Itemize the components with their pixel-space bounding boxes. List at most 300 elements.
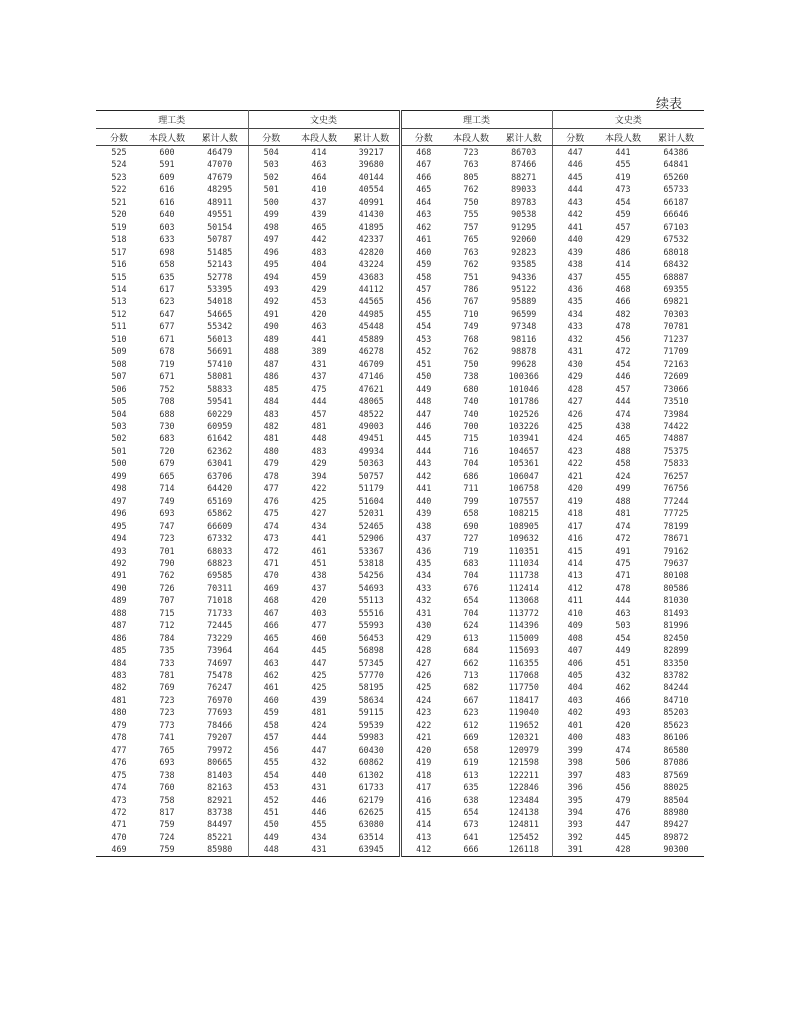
table-cell-cumulative-count: 63706 xyxy=(192,470,248,482)
table-cell-segment-count: 422 xyxy=(311,483,327,494)
table-cell-score: 434 xyxy=(416,570,432,581)
group-header-row xyxy=(96,111,704,129)
table-cell-segment-count: 491 xyxy=(615,545,631,556)
table-cell-segment-count: 457 xyxy=(311,408,327,419)
table-cell-cumulative-count: 69355 xyxy=(663,283,689,294)
table-cell-score: 491 xyxy=(111,570,127,581)
table-cell-cumulative-count: 63080 xyxy=(344,818,400,830)
table-cell-cumulative-count: 71733 xyxy=(192,607,248,619)
table-cell-cumulative-count: 51485 xyxy=(192,246,248,258)
table-cell-score: 479 xyxy=(263,458,279,469)
table-cell-segment-count: 458 xyxy=(615,458,631,469)
table-cell-score: 413 xyxy=(567,570,583,581)
table-cell-cumulative-count: 58833 xyxy=(192,383,248,395)
table-cell-score: 478 xyxy=(263,470,279,481)
table-row xyxy=(96,258,704,270)
table-cell-score: 446 xyxy=(567,159,583,170)
table-cell-segment-count: 499 xyxy=(615,483,631,494)
table-cell-segment-count: 474 xyxy=(615,520,631,531)
table-cell-segment-count: 704 xyxy=(463,458,479,469)
table-cell-score: 426 xyxy=(416,670,432,681)
continued-label: 续表 xyxy=(656,97,683,112)
table-cell-cumulative-count: 84497 xyxy=(192,818,248,830)
table-cell-score: 471 xyxy=(111,819,127,830)
table-row xyxy=(96,719,704,731)
table-cell-segment-count: 465 xyxy=(615,433,631,444)
table-cell-score: 428 xyxy=(416,645,432,656)
table-cell-segment-count: 429 xyxy=(615,234,631,245)
table-cell-cumulative-count: 65169 xyxy=(192,495,248,507)
table-cell-cumulative-count: 43683 xyxy=(344,271,400,283)
table-cell-segment-count: 688 xyxy=(159,408,175,419)
table-cell-cumulative-count: 79637 xyxy=(663,557,689,568)
table-cell-score: 455 xyxy=(416,308,432,319)
table-cell-cumulative-count: 74887 xyxy=(663,433,689,444)
table-cell-cumulative-count: 76756 xyxy=(663,483,689,494)
table-cell-score: 445 xyxy=(416,433,432,444)
table-cell-segment-count: 446 xyxy=(311,794,327,805)
table-cell-cumulative-count: 103226 xyxy=(496,420,552,432)
table-cell-cumulative-count: 39217 xyxy=(344,146,400,159)
table-cell-segment-count: 459 xyxy=(615,209,631,220)
table-cell-segment-count: 481 xyxy=(311,707,327,718)
table-cell-score: 465 xyxy=(416,184,432,195)
table-row xyxy=(96,383,704,395)
table-cell-cumulative-count: 105361 xyxy=(496,457,552,469)
table-cell-cumulative-count: 55342 xyxy=(192,320,248,332)
table-cell-cumulative-count: 61302 xyxy=(344,769,400,781)
table-cell-cumulative-count: 68018 xyxy=(663,246,689,257)
table-cell-score: 411 xyxy=(567,595,583,606)
table-cell-score: 518 xyxy=(111,234,127,245)
table-cell-segment-count: 483 xyxy=(615,769,631,780)
table-cell-segment-count: 669 xyxy=(463,732,479,743)
table-cell-score: 500 xyxy=(111,458,127,469)
table-cell-cumulative-count: 77244 xyxy=(663,495,689,506)
table-cell-segment-count: 633 xyxy=(159,234,175,245)
table-cell-cumulative-count: 73066 xyxy=(663,383,689,394)
table-cell-cumulative-count: 60862 xyxy=(344,756,400,768)
table-cell-score: 485 xyxy=(111,645,127,656)
table-cell-segment-count: 420 xyxy=(311,595,327,606)
table-cell-cumulative-count: 42820 xyxy=(344,246,400,258)
table-cell-cumulative-count: 70303 xyxy=(663,308,689,319)
table-cell-cumulative-count: 76257 xyxy=(663,470,689,481)
table-row xyxy=(96,681,704,693)
table-cell-segment-count: 658 xyxy=(463,508,479,519)
table-cell-cumulative-count: 95122 xyxy=(496,283,552,295)
table-cell-cumulative-count: 106758 xyxy=(496,482,552,494)
table-cell-segment-count: 693 xyxy=(159,757,175,768)
table-cell-cumulative-count: 88271 xyxy=(496,171,552,183)
column-header-cumulative-count: 累计人数 xyxy=(648,129,704,146)
table-cell-segment-count: 667 xyxy=(463,694,479,705)
table-cell-segment-count: 665 xyxy=(159,470,175,481)
table-cell-score: 446 xyxy=(416,420,432,431)
table-cell-segment-count: 478 xyxy=(615,321,631,332)
table-cell-segment-count: 441 xyxy=(311,533,327,544)
table-cell-segment-count: 750 xyxy=(463,358,479,369)
table-cell-segment-count: 762 xyxy=(463,184,479,195)
table-cell-score: 484 xyxy=(111,657,127,668)
table-cell-segment-count: 483 xyxy=(615,732,631,743)
table-cell-cumulative-count: 67532 xyxy=(663,234,689,245)
table-cell-score: 461 xyxy=(416,234,432,245)
table-row xyxy=(96,607,704,619)
table-cell-segment-count: 475 xyxy=(311,383,327,394)
table-cell-cumulative-count: 81493 xyxy=(663,607,689,618)
table-cell-segment-count: 444 xyxy=(615,595,631,606)
table-cell-cumulative-count: 92823 xyxy=(496,246,552,258)
table-cell-cumulative-count: 84710 xyxy=(663,694,689,705)
table-cell-score: 473 xyxy=(111,794,127,805)
table-cell-score: 415 xyxy=(416,807,432,818)
table-cell-segment-count: 410 xyxy=(311,184,327,195)
table-cell-cumulative-count: 120979 xyxy=(496,744,552,756)
table-cell-cumulative-count: 74422 xyxy=(663,420,689,431)
table-cell-cumulative-count: 70781 xyxy=(663,321,689,332)
table-cell-score: 422 xyxy=(567,458,583,469)
table-cell-score: 459 xyxy=(416,259,432,270)
table-cell-cumulative-count: 73984 xyxy=(663,408,689,419)
table-row xyxy=(96,619,704,631)
table-row xyxy=(96,420,704,432)
table-row xyxy=(96,520,704,532)
table-cell-score: 516 xyxy=(111,259,127,270)
table-cell-segment-count: 612 xyxy=(463,719,479,730)
table-cell-cumulative-count: 107557 xyxy=(496,495,552,507)
table-cell-cumulative-count: 101046 xyxy=(496,383,552,395)
table-cell-segment-count: 784 xyxy=(159,632,175,643)
table-cell-cumulative-count: 46709 xyxy=(344,358,400,370)
table-cell-score: 435 xyxy=(416,557,432,568)
table-cell-segment-count: 444 xyxy=(311,732,327,743)
table-row xyxy=(96,557,704,569)
table-cell-cumulative-count: 111034 xyxy=(496,557,552,569)
table-cell-segment-count: 768 xyxy=(463,333,479,344)
table-cell-segment-count: 701 xyxy=(159,545,175,556)
table-cell-segment-count: 603 xyxy=(159,221,175,232)
table-cell-segment-count: 752 xyxy=(159,383,175,394)
table-row xyxy=(96,221,704,233)
table-cell-segment-count: 786 xyxy=(463,283,479,294)
table-cell-score: 451 xyxy=(263,807,279,818)
table-cell-segment-count: 434 xyxy=(311,831,327,842)
table-cell-segment-count: 781 xyxy=(159,670,175,681)
table-cell-segment-count: 425 xyxy=(311,682,327,693)
table-cell-score: 442 xyxy=(416,470,432,481)
column-header-score: 分数 xyxy=(96,129,142,146)
table-cell-cumulative-count: 89427 xyxy=(663,819,689,830)
table-cell-cumulative-count: 93585 xyxy=(496,258,552,270)
table-cell-cumulative-count: 47146 xyxy=(344,370,400,382)
table-cell-cumulative-count: 98878 xyxy=(496,345,552,357)
table-cell-cumulative-count: 48295 xyxy=(192,183,248,195)
table-cell-score: 501 xyxy=(111,445,127,456)
table-cell-segment-count: 704 xyxy=(463,570,479,581)
table-cell-cumulative-count: 79972 xyxy=(192,744,248,756)
table-cell-segment-count: 477 xyxy=(311,620,327,631)
table-cell-cumulative-count: 62625 xyxy=(344,806,400,818)
table-cell-cumulative-count: 78671 xyxy=(663,533,689,544)
table-cell-score: 395 xyxy=(567,794,583,805)
table-cell-score: 453 xyxy=(263,782,279,793)
table-cell-segment-count: 438 xyxy=(615,420,631,431)
table-cell-score: 438 xyxy=(416,520,432,531)
table-cell-cumulative-count: 49934 xyxy=(344,445,400,457)
table-row xyxy=(96,744,704,756)
table-cell-segment-count: 647 xyxy=(159,308,175,319)
table-cell-cumulative-count: 40144 xyxy=(344,171,400,183)
table-cell-score: 416 xyxy=(416,794,432,805)
table-cell-segment-count: 431 xyxy=(311,844,327,855)
table-cell-segment-count: 713 xyxy=(463,670,479,681)
table-cell-segment-count: 684 xyxy=(463,645,479,656)
table-cell-segment-count: 425 xyxy=(311,495,327,506)
table-cell-score: 469 xyxy=(111,844,127,855)
table-cell-score: 479 xyxy=(111,719,127,730)
table-cell-segment-count: 476 xyxy=(615,807,631,818)
table-row xyxy=(96,432,704,444)
table-cell-segment-count: 700 xyxy=(463,420,479,431)
table-cell-cumulative-count: 65260 xyxy=(663,171,689,182)
table-cell-score: 473 xyxy=(263,533,279,544)
table-cell-cumulative-count: 44985 xyxy=(344,308,400,320)
table-cell-segment-count: 666 xyxy=(463,844,479,855)
table-cell-segment-count: 425 xyxy=(311,670,327,681)
table-cell-segment-count: 740 xyxy=(463,408,479,419)
table-cell-segment-count: 447 xyxy=(615,819,631,830)
column-header-score: 分数 xyxy=(248,129,294,146)
table-cell-segment-count: 690 xyxy=(463,520,479,531)
table-row xyxy=(96,482,704,494)
table-row xyxy=(96,395,704,407)
table-row xyxy=(96,669,704,681)
table-cell-segment-count: 762 xyxy=(463,259,479,270)
column-header-segment-count: 本段人数 xyxy=(294,129,344,146)
table-cell-score: 482 xyxy=(111,682,127,693)
table-cell-score: 483 xyxy=(111,670,127,681)
table-cell-score: 492 xyxy=(263,296,279,307)
table-cell-cumulative-count: 115009 xyxy=(496,632,552,644)
table-cell-score: 445 xyxy=(567,171,583,182)
table-cell-segment-count: 434 xyxy=(311,520,327,531)
table-cell-cumulative-count: 48911 xyxy=(192,196,248,208)
table-cell-segment-count: 715 xyxy=(463,433,479,444)
table-cell-cumulative-count: 50787 xyxy=(192,233,248,245)
table-cell-score: 480 xyxy=(111,707,127,718)
table-cell-segment-count: 474 xyxy=(615,408,631,419)
table-cell-score: 441 xyxy=(567,221,583,232)
table-cell-segment-count: 704 xyxy=(463,607,479,618)
table-cell-score: 488 xyxy=(263,346,279,357)
table-cell-score: 498 xyxy=(111,483,127,494)
table-cell-cumulative-count: 83782 xyxy=(663,670,689,681)
table-cell-cumulative-count: 103941 xyxy=(496,432,552,444)
table-cell-cumulative-count: 63041 xyxy=(192,457,248,469)
table-cell-score: 460 xyxy=(416,246,432,257)
table-cell-cumulative-count: 46479 xyxy=(192,146,248,159)
table-cell-segment-count: 719 xyxy=(159,358,175,369)
table-cell-cumulative-count: 48522 xyxy=(344,408,400,420)
table-cell-cumulative-count: 76247 xyxy=(192,681,248,693)
table-cell-cumulative-count: 68033 xyxy=(192,545,248,557)
table-cell-score: 439 xyxy=(567,246,583,257)
table-cell-cumulative-count: 81403 xyxy=(192,769,248,781)
table-cell-segment-count: 624 xyxy=(463,620,479,631)
table-cell-cumulative-count: 76970 xyxy=(192,694,248,706)
table-cell-segment-count: 671 xyxy=(159,371,175,382)
table-cell-score: 511 xyxy=(111,321,127,332)
table-cell-segment-count: 747 xyxy=(159,520,175,531)
table-cell-segment-count: 719 xyxy=(463,545,479,556)
table-cell-segment-count: 432 xyxy=(615,670,631,681)
table-cell-segment-count: 817 xyxy=(159,807,175,818)
table-cell-score: 408 xyxy=(567,632,583,643)
table-cell-segment-count: 437 xyxy=(311,582,327,593)
table-cell-cumulative-count: 89783 xyxy=(496,196,552,208)
table-cell-segment-count: 613 xyxy=(463,632,479,643)
table-cell-score: 491 xyxy=(263,308,279,319)
table-cell-segment-count: 654 xyxy=(463,807,479,818)
table-cell-segment-count: 623 xyxy=(159,296,175,307)
table-cell-score: 459 xyxy=(263,707,279,718)
table-cell-segment-count: 591 xyxy=(159,159,175,170)
table-row xyxy=(96,408,704,420)
table-cell-cumulative-count: 70311 xyxy=(192,582,248,594)
table-cell-segment-count: 635 xyxy=(463,782,479,793)
table-cell-segment-count: 479 xyxy=(615,794,631,805)
table-cell-score: 508 xyxy=(111,358,127,369)
table-cell-score: 497 xyxy=(263,234,279,245)
table-cell-segment-count: 623 xyxy=(463,707,479,718)
group-header-liberal-arts-2: 文史类 xyxy=(614,116,642,126)
table-cell-score: 391 xyxy=(567,844,583,855)
table-cell-cumulative-count: 50757 xyxy=(344,470,400,482)
table-cell-score: 520 xyxy=(111,209,127,220)
table-cell-cumulative-count: 88980 xyxy=(663,807,689,818)
table-row xyxy=(96,794,704,806)
table-cell-segment-count: 715 xyxy=(159,607,175,618)
table-cell-cumulative-count: 122846 xyxy=(496,781,552,793)
table-cell-score: 448 xyxy=(416,396,432,407)
table-cell-segment-count: 464 xyxy=(311,171,327,182)
table-cell-cumulative-count: 73510 xyxy=(663,396,689,407)
table-row xyxy=(96,308,704,320)
table-cell-score: 474 xyxy=(111,782,127,793)
table-cell-cumulative-count: 40991 xyxy=(344,196,400,208)
table-cell-segment-count: 455 xyxy=(615,159,631,170)
table-cell-cumulative-count: 86580 xyxy=(663,744,689,755)
table-cell-segment-count: 723 xyxy=(159,694,175,705)
table-row xyxy=(96,532,704,544)
table-cell-segment-count: 444 xyxy=(615,396,631,407)
table-cell-score: 494 xyxy=(263,271,279,282)
table-cell-score: 450 xyxy=(263,819,279,830)
table-cell-score: 468 xyxy=(416,147,432,157)
table-cell-cumulative-count: 53395 xyxy=(192,283,248,295)
table-row xyxy=(96,196,704,208)
table-cell-segment-count: 454 xyxy=(615,632,631,643)
table-cell-segment-count: 445 xyxy=(311,645,327,656)
table-cell-segment-count: 457 xyxy=(615,383,631,394)
table-cell-score: 435 xyxy=(567,296,583,307)
table-row xyxy=(96,283,704,295)
table-cell-cumulative-count: 68432 xyxy=(663,259,689,270)
table-cell-cumulative-count: 54665 xyxy=(192,308,248,320)
table-cell-score: 429 xyxy=(567,371,583,382)
table-cell-score: 441 xyxy=(416,483,432,494)
table-cell-score: 495 xyxy=(263,259,279,270)
table-cell-score: 507 xyxy=(111,371,127,382)
table-cell-cumulative-count: 87086 xyxy=(663,757,689,768)
table-cell-segment-count: 414 xyxy=(311,147,327,157)
table-row xyxy=(96,345,704,357)
table-cell-cumulative-count: 67103 xyxy=(663,221,689,232)
table-cell-cumulative-count: 87466 xyxy=(496,158,552,170)
table-cell-segment-count: 463 xyxy=(311,321,327,332)
table-cell-cumulative-count: 45448 xyxy=(344,320,400,332)
table-cell-segment-count: 446 xyxy=(615,371,631,382)
table-cell-score: 464 xyxy=(263,645,279,656)
table-cell-score: 414 xyxy=(567,557,583,568)
table-cell-cumulative-count: 81996 xyxy=(663,620,689,631)
table-cell-cumulative-count: 109632 xyxy=(496,532,552,544)
table-cell-segment-count: 488 xyxy=(615,445,631,456)
table-cell-segment-count: 432 xyxy=(311,757,327,768)
table-cell-score: 406 xyxy=(567,657,583,668)
table-cell-cumulative-count: 82163 xyxy=(192,781,248,793)
table-cell-cumulative-count: 116355 xyxy=(496,657,552,669)
table-row xyxy=(96,171,704,183)
table-cell-cumulative-count: 83738 xyxy=(192,806,248,818)
table-cell-segment-count: 442 xyxy=(311,234,327,245)
table-cell-segment-count: 403 xyxy=(311,607,327,618)
table-cell-segment-count: 733 xyxy=(159,657,175,668)
table-cell-cumulative-count: 57770 xyxy=(344,669,400,681)
table-row xyxy=(96,158,704,170)
table-cell-score: 488 xyxy=(111,607,127,618)
table-cell-score: 458 xyxy=(416,271,432,282)
table-cell-score: 399 xyxy=(567,744,583,755)
table-cell-score: 505 xyxy=(111,396,127,407)
table-cell-segment-count: 447 xyxy=(311,657,327,668)
table-cell-segment-count: 686 xyxy=(463,470,479,481)
table-cell-cumulative-count: 52143 xyxy=(192,258,248,270)
table-cell-score: 482 xyxy=(263,420,279,431)
table-cell-segment-count: 446 xyxy=(311,807,327,818)
table-cell-segment-count: 682 xyxy=(463,682,479,693)
table-cell-cumulative-count: 44112 xyxy=(344,283,400,295)
table-cell-segment-count: 465 xyxy=(311,221,327,232)
table-cell-cumulative-count: 100366 xyxy=(496,370,552,382)
table-cell-segment-count: 456 xyxy=(615,782,631,793)
column-header-segment-count: 本段人数 xyxy=(598,129,648,146)
table-row xyxy=(96,694,704,706)
table-cell-segment-count: 463 xyxy=(615,607,631,618)
table-cell-score: 427 xyxy=(567,396,583,407)
table-cell-segment-count: 676 xyxy=(463,582,479,593)
table-cell-score: 440 xyxy=(567,234,583,245)
table-cell-cumulative-count: 64420 xyxy=(192,482,248,494)
table-cell-cumulative-count: 110351 xyxy=(496,545,552,557)
table-cell-cumulative-count: 111738 xyxy=(496,569,552,581)
table-cell-segment-count: 613 xyxy=(463,769,479,780)
table-cell-segment-count: 749 xyxy=(159,495,175,506)
table-cell-score: 405 xyxy=(567,670,583,681)
table-cell-segment-count: 730 xyxy=(159,420,175,431)
table-cell-segment-count: 472 xyxy=(615,533,631,544)
